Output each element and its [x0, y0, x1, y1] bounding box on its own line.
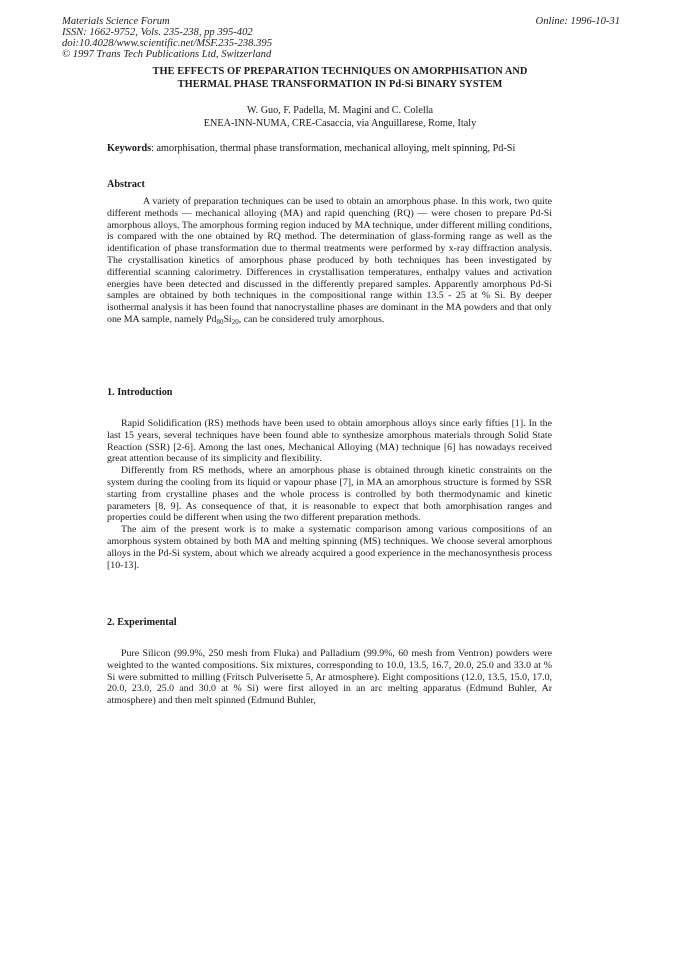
title-line-1: THE EFFECTS OF PREPARATION TECHNIQUES ON AMORPHISATION AND — [152, 66, 528, 77]
experimental-body — [107, 648, 552, 707]
abstract-body — [107, 196, 552, 326]
experimental-heading: 2. Experimental — [107, 617, 177, 628]
abstract-paragraph — [107, 196, 552, 326]
experimental-paragraph-1: Pure Silicon (99.9%, 250 mesh from Fluka) and Palladium (99.9%, 60 mesh from Ventron) powders were weighted to the wanted compositions. Six mixtures, corresponding to 10.0, 13.5, 16.7, 20.0, 25.0 and 33.0 at % Si were submitted to milling (Fritsch Pulverisette 5, Ar atmosphere). Eight compositions (12.0, 13.5, 15.0, 17.0, 20.0, 23.0, 25.0 and 30.0 at % Si) were first alloyed in an arc melting apparatus (Edmund Buhler, Ar atmosphere) and then melt spinned (Edmund Buhler, — [107, 648, 552, 707]
intro-paragraph-2: Differently from RS methods, where an amorphous phase is obtained through kinetic constraints on the system during the cooling from its liquid or vapour phase [7], in MA an amorphous structure is formed by SSR starting from crystalline phases and the whole process is controlled by both thermodynamic and kinetic parameters [8, 9]. As consequence of that, it is reasonable to expect that both amorphisation ranges and properties could be different when using the two different preparation methods. — [107, 465, 552, 524]
abstract-text-end: , can be considered truly amorphous. — [238, 313, 385, 325]
keywords-text: : amorphisation, thermal phase transformation, mechanical alloying, melt spinning, Pd-Si — [151, 143, 516, 154]
keywords-line — [107, 143, 567, 155]
introduction-heading: 1. Introduction — [107, 387, 173, 398]
author-block — [100, 105, 580, 130]
issn-line: ISSN: 1662-9752, Vols. 235-238, pp 395-402 — [62, 27, 253, 38]
abstract-heading: Abstract — [107, 179, 145, 190]
formula-subscript-pd: 80 — [216, 317, 224, 326]
formula-si: Si — [223, 313, 232, 325]
author-names: W. Guo, F. Padella, M. Magini and C. Colella — [246, 105, 434, 116]
copyright-line: © 1997 Trans Tech Publications Ltd, Switzerland — [62, 49, 272, 60]
introduction-body — [107, 418, 552, 571]
title-line-2: THERMAL PHASE TRANSFORMATION IN Pd-Si BINARY SYSTEM — [177, 78, 503, 90]
paper-title — [100, 66, 580, 91]
online-date: Online: 1996-10-31 — [535, 16, 620, 27]
abstract-text: A variety of preparation techniques can be used to obtain an amorphous phase. In this work, two quite different methods — mechanical alloying (MA) and rapid quenching (RQ) — were chosen to prepare Pd-Si amorphous alloys. The amorphous forming region induced by MA technique, under different milling conditions, is compared with the one obtained by RQ method. The determination of glass-forming range as well as the identification of phase transformation due to thermal treatments were performed by x-ray diffraction analysis. The crystallisation kinetics of amorphous phase produced by both techniques has been investigated by differential scanning calorimetry. Differences in crystallisation temperatures, enthalpy values and activation energies have been detected and discussed in the differently prepared samples. Apparently amorphous Pd-Si samples are obtained by both techniques in the compositional range within 13.5 - 25 at % Si. By deeper isothermal analysis it has been found that nanocrystalline phases are dominant in the MA powders and that only one MA sample, namely Pd — [107, 196, 552, 325]
formula-subscript-si: 20 — [231, 317, 239, 326]
author-affiliation: ENEA-INN-NUMA, CRE-Casaccia, via Anguillarese, Rome, Italy — [203, 117, 477, 129]
journal-header — [62, 16, 272, 60]
keywords-label: Keywords — [107, 143, 152, 154]
intro-paragraph-1: Rapid Solidification (RS) methods have been used to obtain amorphous alloys since early fifties [1]. In the last 15 years, several techniques have been found able to synthesize amorphous materials through Solid State Reaction (SSR) [2-6]. Among the last ones, Mechanical Alloying (MA) technique [6] has nowadays received great attention because of its simplicity and flexibility. — [107, 418, 552, 465]
doi-line[interactable]: doi:10.4028/www.scientific.net/MSF.235-238.395 — [62, 38, 272, 49]
journal-name: Materials Science Forum — [62, 16, 170, 27]
intro-paragraph-3: The aim of the present work is to make a systematic comparison among various compositions of an amorphous system obtained by both MA and melting spinning (MS) techniques. We choose several amorphous alloys in the Pd-Si system, about which we already acquired a good experience in the mechanosynthesis process [10-13]. — [107, 524, 552, 571]
